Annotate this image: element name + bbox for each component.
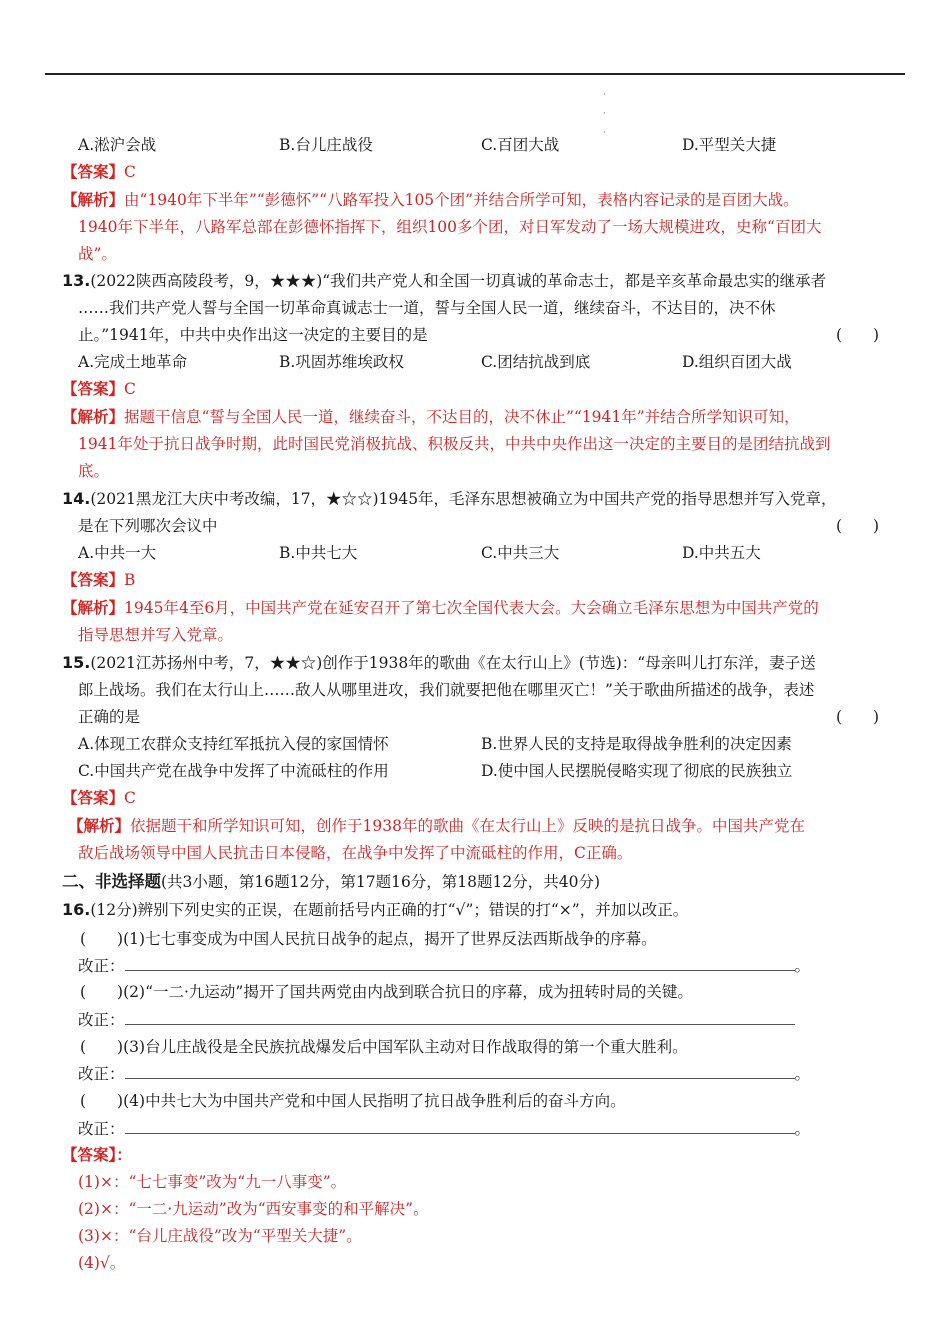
q12-option-c: C.百团大战 [481,136,560,154]
answer-value: C [124,163,136,181]
q15-stem-line-2: 郎上战场。我们在太行山上……敌人从哪里进攻，我们就要把他在哪里灭亡！”关于歌曲所描述的战争，表述 [78,681,815,699]
answer-tag: 【答案】 [62,379,125,398]
q13-analysis-line-1 [62,406,800,428]
q15-analysis-line-2: 敌后战场领导中国人民抗击日本侵略，在战争中发挥了中流砥柱的作用，C正确。 [78,844,633,862]
question-number: 14. [62,489,91,508]
q15-option-b: B.世界人民的支持是取得战争胜利的决定因素 [481,735,792,753]
judge-paren[interactable]: ( ) [80,930,124,948]
correction-blank[interactable] [125,1119,795,1134]
q16-item-1 [80,928,657,950]
analysis-tag: 【解析】 [62,190,125,209]
q15-option-c: C.中国共产党在战争中发挥了中流砥柱的作用 [78,762,389,780]
q13-answer-paren: ( ) [836,326,880,344]
q12-option-d: D.平型关大捷 [682,136,777,154]
stem-text: (2021江苏扬州中考，7，★★☆)创作于1938年的歌曲《在太行山上》(节选)：“母亲叫儿打东洋，妻子送 [90,654,816,672]
item-text: (2)“一二·九运动”揭开了国共两党由内战到联合抗日的序幕，成为扭转时局的关键。 [123,983,693,1001]
item-text: (3)台儿庄战役是全民族抗战爆发后中国军队主动对日作战取得的第一个重大胜利。 [123,1038,688,1056]
decorative-dots: · · · [603,90,606,138]
q16-item-2 [80,981,693,1003]
answer-tag: 【答案】 [62,570,125,589]
correction-label: 改正： [78,1011,125,1029]
q16-item-4 [80,1090,626,1112]
q13-analysis-line-2: 1941年处于抗日战争时期，此时国民党消极抗战、积极反共，中共中央作出这一决定的主要目的是团结抗战到 [78,435,831,453]
q12-analysis-line-2: 1940年下半年，八路军总部在彭德怀指挥下，组织100多个团，对日军发动了一场大规模进攻，史称“百团大 [78,218,822,236]
section-note: (共3小题，第16题12分，第17题16分，第18题12分，共40分) [161,873,601,891]
q16-stem [62,899,688,921]
stem-text: (12分)辨别下列史实的正误，在题前括号内正确的打“√”；错误的打“×”，并加以改正。 [90,901,689,919]
q16-correction-4 [78,1118,810,1140]
answer-tag: 【答案】 [62,162,125,181]
item-text: (1)七七事变成为中国人民抗日战争的起点，揭开了世界反法西斯战争的序幕。 [123,930,657,948]
header-rule [45,73,905,75]
q15-stem-line-3: 正确的是 [78,708,141,726]
q16-answer-3: (3)×：“台儿庄战役”改为“平型关大捷”。 [78,1227,362,1245]
item-text: (4)中共七大为中国共产党和中国人民指明了抗日战争胜利后的奋斗方向。 [123,1092,626,1110]
q13-option-d: D.组织百团大战 [682,353,792,371]
analysis-text: 由“1940年下半年”“彭德怀”“八路军投入105个团”并结合所学可知，表格内容记录的是百团大战。 [124,191,799,209]
correction-blank[interactable] [125,1010,795,1025]
q14-option-d: D.中共五大 [682,544,761,562]
q13-option-a: A.完成土地革命 [78,353,188,371]
section-title: 二、非选择题 [62,872,161,891]
judge-paren[interactable]: ( ) [80,1038,124,1056]
q14-stem-line-1 [62,488,837,510]
answer-value: B [124,571,136,589]
q12-analysis-line-3: 战”。 [78,245,117,263]
q15-analysis-line-1 [68,815,805,837]
question-number: 13. [62,271,91,290]
q16-item-3 [80,1036,688,1058]
end-mark: 。 [794,957,811,975]
q16-correction-1 [78,955,810,977]
analysis-text: 依据题干和所学知识可知，创作于1938年的歌曲《在太行山上》反映的是抗日战争。中国共产党在 [130,817,805,835]
answer-value: C [124,380,136,398]
q16-correction-3 [78,1063,810,1085]
q12-option-b: B.台儿庄战役 [279,136,373,154]
end-mark: 。 [794,1065,811,1083]
analysis-tag: 【解析】 [62,598,125,617]
q13-answer [62,378,136,400]
end-mark: 。 [794,1120,811,1138]
correction-label: 改正： [78,1065,125,1083]
q13-stem-line-2: ……我们共产党人誓与全国一切革命真诚志士一道，誓与全国人民一道，继续奋斗，不达目的，决不休 [78,299,776,317]
q13-stem-line-3: 止。”1941年，中共中央作出这一决定的主要目的是 [78,326,428,344]
q14-answer-paren: ( ) [836,517,880,535]
q12-analysis-line-1 [62,189,799,211]
answer-tag: 【答案】： [62,1145,132,1164]
q12-option-a: A.淞沪会战 [78,136,157,154]
q16-answer-2: (2)×：“一二·九运动”改为“西安事变的和平解决”。 [78,1200,429,1218]
q15-stem-line-1 [62,652,816,674]
q16-answer-1: (1)×：“七七事变”改为“九一八事变”。 [78,1173,347,1191]
q16-answer-tag [62,1144,132,1166]
analysis-text: 1945年4至6月，中国共产党在延安召开了第七次全国代表大会。大会确立毛泽东思想为中国共产党的 [124,599,819,617]
q14-option-a: A.中共一大 [78,544,157,562]
q13-option-c: C.团结抗战到底 [481,353,591,371]
q14-stem-line-2: 是在下列哪次会议中 [78,517,218,535]
analysis-text: 据题干信息“誓与全国人民一道，继续奋斗，不达目的，决不休止”“1941年”并结合所学知识可知， [124,408,800,426]
judge-paren[interactable]: ( ) [80,983,124,1001]
q14-option-b: B.中共七大 [279,544,358,562]
correction-blank[interactable] [125,1064,795,1079]
section-heading [62,871,600,893]
q13-option-b: B.巩固苏维埃政权 [279,353,404,371]
q14-analysis-line-2: 指导思想并写入党章。 [78,626,234,644]
q16-answer-4: (4)√。 [78,1254,126,1272]
answer-tag: 【答案】 [62,788,125,807]
q15-answer-paren: ( ) [836,708,880,726]
q14-option-c: C.中共三大 [481,544,560,562]
q12-answer [62,161,136,183]
stem-text: (2022陕西高陵段考，9，★★★)“我们共产党人和全国一切真诚的革命志士，都是辛亥革命最忠实的继承者 [90,272,827,290]
q15-option-a: A.体现工农群众支持红军抵抗入侵的家国情怀 [78,735,389,753]
q15-option-d: D.使中国人民摆脱侵略实现了彻底的民族独立 [481,762,793,780]
q14-answer [62,569,135,591]
q14-analysis-line-1 [62,597,819,619]
analysis-tag: 【解析】 [62,407,125,426]
question-number: 15. [62,653,91,672]
correction-label: 改正： [78,957,125,975]
correction-label: 改正： [78,1120,125,1138]
q13-stem-line-1 [62,270,826,292]
correction-blank[interactable] [125,956,795,971]
analysis-tag: 【解析】 [68,816,131,835]
q16-correction-2 [78,1009,795,1031]
stem-text: (2021黑龙江大庆中考改编，17，★☆☆)1945年，毛泽东思想被确立为中国共产党的指导思想并写入党章， [90,490,837,508]
judge-paren[interactable]: ( ) [80,1092,124,1110]
q13-analysis-line-3: 底。 [78,462,110,480]
question-number: 16. [62,900,91,919]
answer-value: C [124,789,136,807]
q15-answer [62,787,136,809]
